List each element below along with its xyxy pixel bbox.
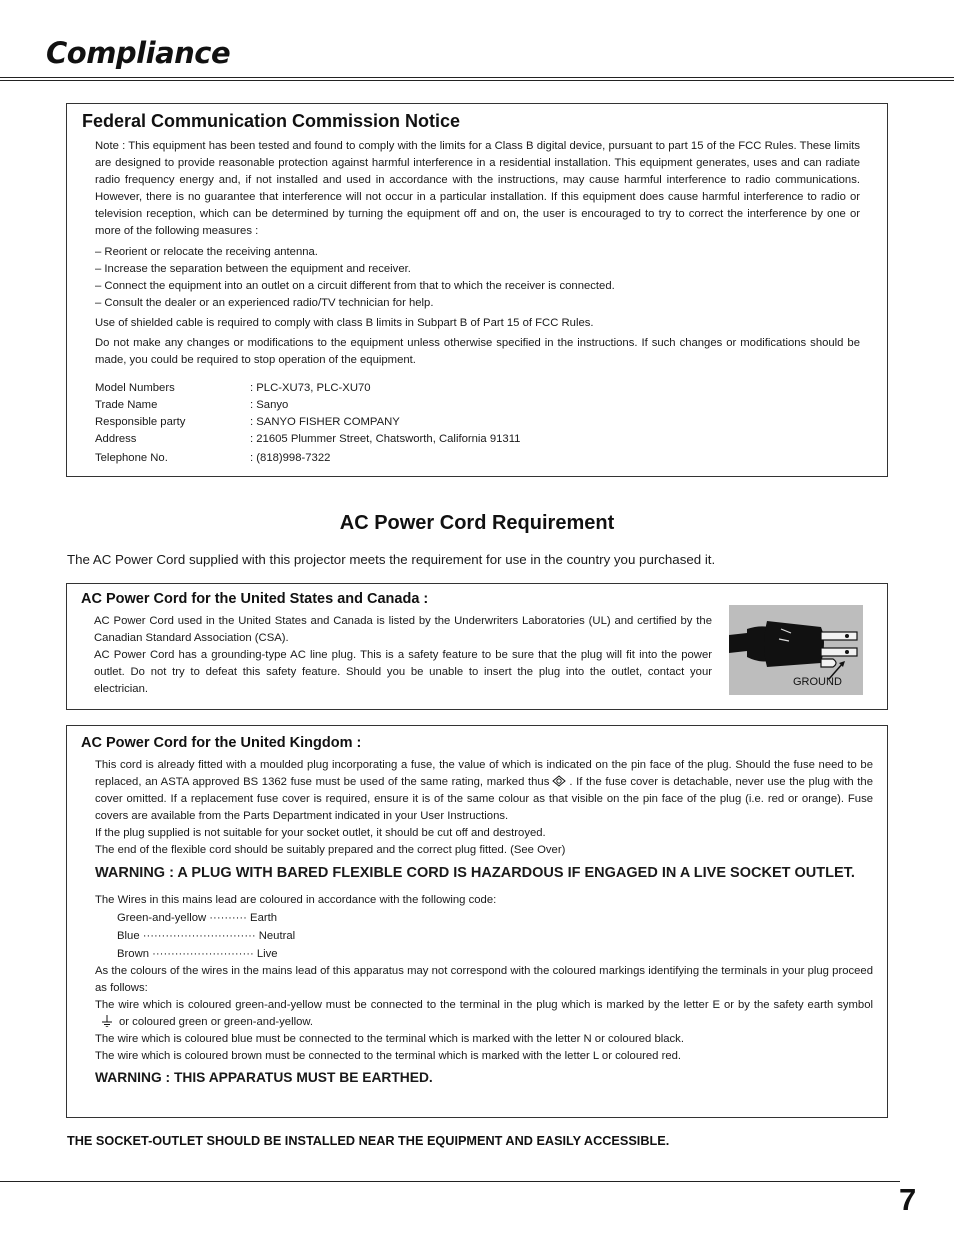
info-value: : 21605 Plummer Street, Chatsworth, California 91311 [250, 433, 521, 445]
uk-para-unsuitable-plug: If the plug supplied is not suitable for your socket outlet, it should be cut off and destroyed. [95, 827, 546, 839]
grounding-plug-figure [729, 605, 863, 695]
info-label: Trade Name [95, 399, 158, 411]
info-row [95, 414, 520, 431]
ac-power-cord-intro: The AC Power Cord supplied with this projector meets the requirement for use in the country you purchased it. [67, 552, 716, 567]
info-row [95, 431, 520, 448]
bottom-rule [0, 1181, 900, 1182]
page-number: 7 [899, 1182, 917, 1217]
uk-para-green-yellow [95, 997, 873, 1031]
info-value: : PLC-XU73, PLC-XU70 [250, 382, 371, 394]
us-para-grounding: AC Power Cord has a grounding-type AC line plug. This is a safety feature to be sure that the plug will fit into the power outlet. Do not try to defeat this safety feature. Should you be unable to insert the plug into the outlet, contact your electrician. [94, 649, 712, 695]
asta-fuse-icon [552, 775, 566, 787]
fcc-shielded-cable-note: Use of shielded cable is required to comply with class B limits in Subpart B of Part 15 of FCC Rules. [95, 317, 594, 329]
fcc-info-table [95, 380, 520, 467]
info-row [95, 448, 520, 467]
us-canada-box [66, 583, 888, 710]
uk-warning-earthed: WARNING : THIS APPARATUS MUST BE EARTHED. [95, 1070, 433, 1085]
info-value: : SANYO FISHER COMPANY [250, 416, 400, 428]
wire-code-row: Brown ··························· Live [117, 948, 278, 960]
us-canada-heading: AC Power Cord for the United States and Canada : [81, 591, 429, 607]
fcc-notice-box [66, 103, 888, 477]
measure-item: – Connect the equipment into an outlet on a circuit different from that to which the receiver is connected. [95, 280, 615, 292]
wire-code-row: Green-and-yellow ·········· Earth [117, 912, 278, 924]
fcc-heading: Federal Communication Commission Notice [82, 111, 461, 131]
uk-wires-intro: The Wires in this mains lead are coloured in accordance with the following code: [95, 894, 497, 906]
title-rule [0, 77, 954, 81]
uk-para-brown: The wire which is coloured brown must be connected to the terminal which is marked with the letter L or coloured red. [95, 1050, 682, 1062]
info-value: : (818)998-7322 [250, 452, 331, 464]
info-label: Responsible party [95, 416, 186, 428]
measure-item: – Consult the dealer or an experienced radio/TV technician for help. [95, 297, 434, 309]
uk-para-fuse [95, 757, 873, 825]
page-title: Compliance [46, 36, 231, 70]
uk-para-colours: As the colours of the wires in the mains lead of this apparatus may not correspond with the coloured markings identifying the terminals in your plug proceed as follows: [95, 965, 873, 994]
info-label: Address [95, 433, 137, 445]
info-row [95, 397, 520, 414]
ac-power-cord-heading: AC Power Cord Requirement [339, 512, 615, 534]
us-para-ul-csa: AC Power Cord used in the United States and Canada is listed by the Underwriters Laboratories (UL) and certified by the Canadian Standard Association (CSA). [94, 615, 712, 644]
measure-item: – Increase the separation between the equipment and receiver. [95, 263, 411, 275]
info-label: Model Numbers [95, 382, 175, 394]
uk-warning-bared-cord: WARNING : A PLUG WITH BARED FLEXIBLE CORD IS HAZARDOUS IF ENGAGED IN A LIVE SOCKET OUTLET. [95, 865, 855, 881]
info-row [95, 380, 520, 397]
fcc-measures-list [95, 244, 860, 312]
uk-para-flexible-cord: The end of the flexible cord should be suitably prepared and the correct plug fitted. (See Over) [95, 844, 566, 856]
wire-code-row: Blue ······························ Neutral [117, 930, 296, 942]
uk-para-fuse-a: This cord is already fitted with a moulded plug incorporating a fuse, the value of which is indicated on the pin face of the plug. Should the fuse need to be replaced, an ASTA approved BS 1362 fuse must be used of the same rating, marked thus [95, 759, 873, 788]
info-value: : Sanyo [250, 399, 289, 411]
uk-para-green-yellow-b: or coloured green or green-and-yellow. [119, 1016, 314, 1028]
uk-box [66, 725, 888, 1118]
socket-outlet-note: THE SOCKET-OUTLET SHOULD BE INSTALLED NEAR THE EQUIPMENT AND EASILY ACCESSIBLE. [67, 1134, 670, 1148]
uk-para-green-yellow-a: The wire which is coloured green-and-yellow must be connected to the terminal in the plug which is marked by the letter E or by the safety earth symbol [95, 999, 873, 1011]
fcc-no-changes-note: Do not make any changes or modifications to the equipment unless otherwise specified in the instructions. If such changes or modifications should be made, you could be required to stop operation of the equipment. [95, 337, 860, 366]
measure-item: – Reorient or relocate the receiving antenna. [95, 246, 318, 258]
earth-symbol-icon [101, 1015, 113, 1027]
uk-heading: AC Power Cord for the United Kingdom : [81, 735, 362, 751]
info-label: Telephone No. [95, 452, 168, 464]
fcc-note: Note : This equipment has been tested and found to comply with the limits for a Class B digital device, pursuant to part 15 of the FCC Rules. These limits are designed to provide reasonable protection against harmful interference in a residential installation. This equipment generates, uses and can radiate radio frequency energy and, if not installed and used in accordance with the instructions, may cause harmful interference to radio communications. However, there is no guarantee that interference will not occur in a particular installation. If this equipment does cause harmful interference to radio or television reception, which can be determined by turning the equipment off and on, the user is encouraged to try to correct the interference by one or more of the following measures : [95, 140, 860, 237]
ground-label: GROUND [793, 676, 842, 688]
uk-para-fuse-b: . If the fuse cover is detachable, never use the plug with the cover omitted. If a replacement fuse cover is required, ensure it is of the same colour as that visible on the pin face of the plug (i.e. red or orange). Fuse covers are available from the Parts Department indicated in your User Instructions. [95, 776, 873, 822]
uk-para-blue: The wire which is coloured blue must be connected to the terminal which is marked with the letter N or coloured black. [95, 1033, 684, 1045]
